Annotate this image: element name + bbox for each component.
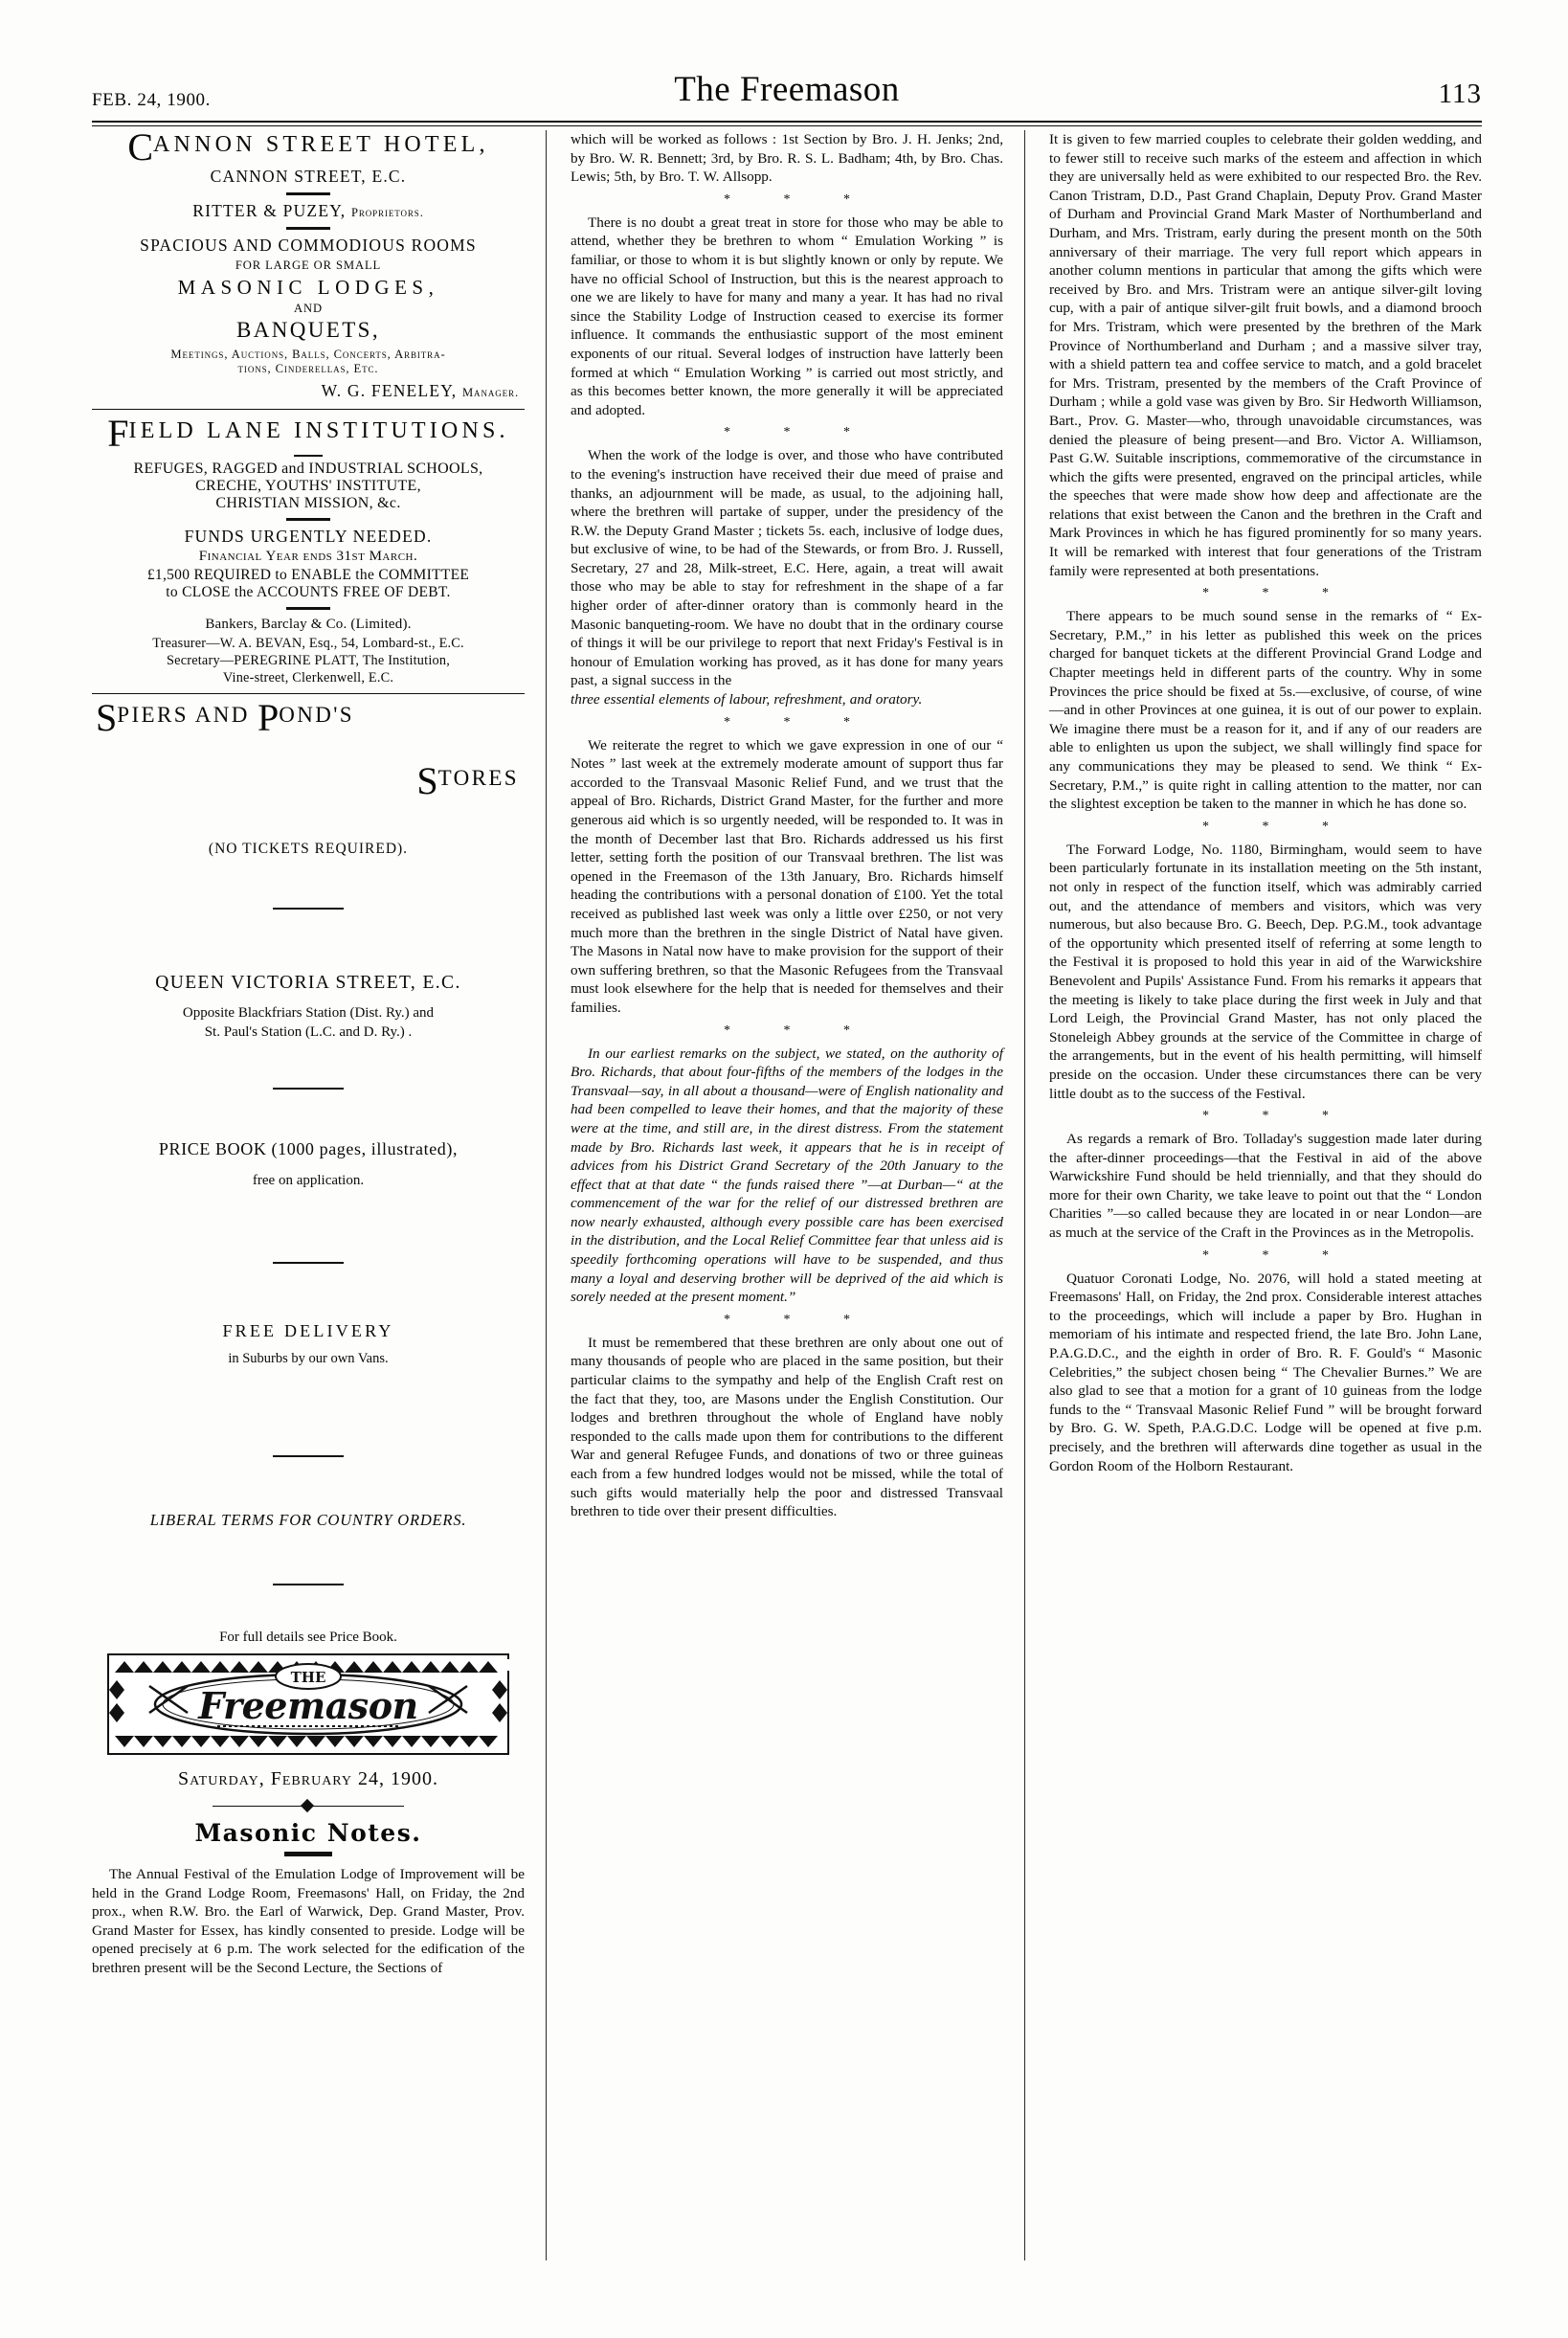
ad-fieldlane-treasurer: Treasurer—W. A. BEVAN, Esq., 54, Lombard-st., E.C.	[152, 636, 464, 651]
ad-spiers-tores: TORES	[437, 766, 519, 790]
star-divider: * * *	[1202, 1109, 1354, 1124]
ad-spiers-liberal-terms: LIBERAL TERMS FOR COUNTRY ORDERS.	[149, 1511, 467, 1529]
logo-the-text: THE	[290, 1669, 326, 1686]
ad-cannon-proprietors-line	[92, 201, 525, 221]
ad-spiers-full-details: For full details see Price Book.	[219, 1630, 397, 1645]
dropcap-c: C	[127, 125, 153, 169]
three-column-layout	[92, 125, 1482, 2294]
ad-spiers-price-book: PRICE BOOK (1000 pages, illustrated),	[158, 1139, 459, 1158]
ad-fieldlane-bankers: Bankers, Barclay & Co. (Limited).	[205, 617, 412, 632]
section-heading-masonic-notes: Masonic Notes.	[194, 1819, 422, 1847]
ornament-rule	[284, 1852, 332, 1856]
ad-fieldlane-desc-3: CHRISTIAN MISSION, &c.	[215, 495, 401, 511]
dropcap-p: P	[257, 696, 280, 739]
star-divider: * * *	[1202, 819, 1354, 834]
ad-fieldlane-secretary-1: Secretary—PEREGRINE PLATT, The Institution,	[167, 653, 450, 668]
ad-separator	[92, 409, 525, 410]
col3-paragraph: It is given to few married couples to celebrate their golden wedding, and to fewer still to receive such marks of the esteem and affection in which they are universally held as were exhibited to our respected Bro. the Rev. Canon Tristram, D.D., Past Grand Chaplain, Deputy Prov. Grand Master of Durham and Provincial Grand Mark Master of Northumberland and Durham, and Mrs. Tristram, early during the present month on the 50th anniversary of their marriage. The very full report which appears in another column mentions in particular that among the gifts which were received by Bro. and Mrs. Tristram were an antique silver-gilt loving cup, with a pair of antique silver-gilt fruit bowls, and a diamond brooch for Mrs. Tristram, which were presented by the brethren of the Mark Province of Northumberland and Durham ; and a massive silver tray, with a shield pattern tea and coffee service to match, and a gold bracelet for Mrs. Tristram, presented by the members of the Craft Province of Durham ; while a gold vase was given by Bro. Sir Hedworth Williamson, Bart., Prov. G. Master—who, through unavoidable circumstances, was denied the pleasure of being present—and Bro. Victor A. Williamson, Past G.W. Suitable inscriptions, commemorative of the circumstance in which the gifts were presented, engraved on the principal articles, while the speeches that were made show how deep and affectionate are the relations that exist between the Canon and the brethren in the Craft and Mark Provinces in which he has figured prominently for so many years. It will be remarked with interest that four generations of the Tristram family were represented at both presentations.	[1049, 131, 1482, 579]
ad-spiers-price-book-sub: free on application.	[252, 1173, 365, 1188]
col2-paragraph-italic: three essential elements of labour, refreshment, and oratory.	[571, 691, 923, 708]
ad-spiers-free-delivery: FREE DELIVERY	[222, 1321, 394, 1340]
ad-spiers-free-delivery-sub: in Suburbs by our own Vans.	[228, 1351, 389, 1366]
ornament-rule	[294, 455, 323, 457]
ad-spiers-near-1: Opposite Blackfriars Station (Dist. Ry.) and	[182, 1005, 435, 1021]
star-divider: * * *	[1202, 1248, 1354, 1263]
ad-spiers-and-ponds-stores	[92, 696, 525, 1646]
ad-cannon-for-size: FOR LARGE OR SMALL	[235, 259, 382, 272]
ad-spiers-title-line2	[92, 759, 525, 802]
column-two-text	[571, 130, 1003, 2294]
col1-paragraph: The Annual Festival of the Emulation Lodge of Improvement will be held in the Grand Lodge Room, Freemasons' Hall, on Friday, the 2nd prox., when R.W. Bro. the Earl of Warwick, Dep. Grand Master, Prov. Grand Master for Essex, has kindly consented to preside. Lodge will be opened precisely at 6 p.m. The work selected for the edification of the brethren present will be the Second Lecture, the Sections of	[92, 1866, 525, 1976]
ornament-rule	[273, 1455, 344, 1457]
star-divider: * * *	[1202, 586, 1354, 601]
star-divider: * * *	[724, 191, 875, 207]
page-masthead	[92, 69, 1482, 123]
ad-spiers-piers: PIERS AND	[117, 703, 258, 727]
ad-cannon-rooms: SPACIOUS AND COMMODIOUS ROOMS	[140, 236, 477, 255]
ad-cannon-manager-role: Manager.	[461, 386, 519, 399]
ad-cannon-proprietors: RITTER & PUZEY,	[192, 201, 351, 220]
ornament-rule	[273, 1584, 344, 1585]
ad-cannon-name: ANNON STREET HOTEL,	[153, 132, 489, 157]
ornament-rule	[286, 607, 330, 610]
dropcap-s-stores: S	[416, 759, 438, 802]
logo-wordmark: Freemason	[198, 1684, 418, 1727]
ad-cannon-manager-line	[92, 381, 525, 401]
col3-paragraph: Quatuor Coronati Lodge, No. 2076, will hold a stated meeting at Freemasons' Hall, on Friday, the 2nd prox. Considerable interest attaches to the proceedings, which will include a paper by Bro. Hughan in memoriam of his intimate and respected friend, the late Bro. John Lane, P.A.G.D.C., and the eighth in order of Bro. R. F. Gould's “ Masonic Celebrities,” the subject chosen being “ The Chevalier Burnes.” We are also glad to see that a motion for a grant of 10 guineas from the lodge funds to the “ Transvaal Masonic Relief Fund ” will be brought forward by Bro. G. W. Speth, P.A.G.D.C. Lodge will be opened at five p.m. precisely, and the brethren will afterwards dine together as usual in the Gordon Room of the Holborn Restaurant.	[1049, 1270, 1482, 1474]
ad-spiers-no-tickets: (NO TICKETS REQUIRED).	[208, 841, 409, 857]
ornamental-masthead-icon	[107, 1653, 509, 1755]
ad-cannon-address: CANNON STREET, E.C.	[210, 167, 407, 186]
column-three-text	[1049, 130, 1482, 2294]
ad-cannon-street-hotel	[92, 125, 525, 410]
ornament-rule	[286, 518, 330, 521]
ad-spiers-near-2: St. Paul's Station (L.C. and D. Ry.) .	[204, 1024, 413, 1040]
column-one-advertisements	[92, 125, 525, 2294]
col3-paragraph: The Forward Lodge, No. 1180, Birmingham, would seem to have been particularly fortunate in its installation meeting on the 5th instant, not only in respect of the function itself, which was admirably carried out, and the attendance of members and visitors, which was very numerous, but also because Bro. G. Beech, Dep. P.G.M., took advantage of the opportunity which presented itself of referring at some length to the Festival it is proposed to hold this year in aid of the Warwickshire Benevolent and Pupils' Assistance Fund. From his remarks it appears that the meeting is likely to take place during the first week in July and that Lord Leigh, the Provincial Grand Master, has not only placed the Stoneleigh Abbey grounds at the service of the Committee in charge of the arrangements, but in the event of his health permitting, will himself preside on the occasion. Under these circumstances there can be very little doubt as to the success of the Festival.	[1049, 841, 1482, 1102]
column-divider-1	[546, 130, 547, 2260]
page-number: 113	[1438, 79, 1482, 109]
ad-fieldlane-funds: FUNDS URGENTLY NEEDED.	[184, 527, 433, 546]
star-divider: * * *	[724, 1312, 875, 1327]
ad-cannon-banquets: BANQUETS,	[235, 318, 381, 342]
col2-paragraph: It must be remembered that these brethren are only about one out of many thousands of people who are placed in the same position, but their particular claims to the sympathy and help of the English Craft rest on the fact that they, too, are Masons under the English Constitution. Our lodges and brethren throughout the whole of England have nobly responded to the calls made upon them for contributions to the different War and general Refugee Funds, and donations of two or three guineas each from a few hundred lodges would not be missed, while the total of such gifts would materially help the poor and distressed Transvaal brethren to tide over their present difficulties.	[571, 1334, 1003, 1520]
issue-date-line: Saturday, February 24, 1900.	[178, 1768, 438, 1789]
star-divider: * * *	[724, 1023, 875, 1038]
column-divider-2	[1024, 130, 1025, 2260]
ornament-rule	[273, 1262, 344, 1264]
freemason-logo-block	[107, 1653, 509, 1755]
ad-fieldlane-financial-year: Financial Year ends 31st March.	[198, 549, 418, 564]
star-divider: * * *	[724, 425, 875, 440]
masthead-date: FEB. 24, 1900.	[92, 90, 211, 110]
ad-fieldlane-secretary-2: Vine-street, Clerkenwell, E.C.	[222, 670, 394, 686]
ad-fieldlane-required-2: to CLOSE the ACCOUNTS FREE OF DEBT.	[166, 584, 451, 600]
ad-fieldlane-desc-1: REFUGES, RAGGED and INDUSTRIAL SCHOOLS,	[133, 461, 483, 477]
ad-fieldlane-name: IELD LANE INSTITUTIONS.	[128, 418, 509, 443]
col3-paragraph: As regards a remark of Bro. Tolladay's suggestion made later during the after-dinner proceedings—that the Festival in aid of the above Warwickshire Fund should be held triennially, and that they should do more for their own Charity, we take leave to point out that the “ London Charities ”—so called because they are located in or near London—are as much at the service of the Craft in the Provinces as in the Metropolis.	[1049, 1131, 1482, 1242]
ad-field-lane-institutions	[92, 412, 525, 694]
ad-cannon-proprietors-role: Proprietors.	[350, 206, 424, 219]
star-divider: * * *	[724, 714, 875, 730]
masthead-divider	[92, 121, 1482, 126]
ad-cannon-events-1: Meetings, Auctions, Balls, Concerts, Arbitra-	[170, 348, 446, 361]
ornament-rule	[286, 192, 330, 195]
ad-cannon-events-2: tions, Cinderellas, Etc.	[237, 362, 379, 375]
ad-spiers-onds: OND'S	[279, 703, 354, 727]
col2-paragraph: We reiterate the regret to which we gave expression in one of our “ Notes ” last week at the extremely moderate amount of support thus far accorded to the Transvaal Masonic Relief Fund, and we trust that the appeal of Bro. Richards, District Grand Master, for the further and more generous aid which is so urgently needed, will be responded to. It was in the month of December last that Bro. Richards addressed us his first letter, setting forth the position of our Transvaal brethren. The list was opened in the Freemason of the 13th January, Bro. Richards himself heading the contributions with a personal donation of £100. Yet the total received as published last week was only a little over £250, or not very much more than the brethren in the single District of Natal have given. The Masons in Natal now have to make provision for the support of their own suffering brethren, so that the Masonic Refugees from the Transvaal must look elsewhere for the help that is needed for themselves and their families.	[571, 736, 1003, 1016]
ornament-rule	[286, 227, 330, 230]
col3-paragraph: There appears to be much sound sense in the remarks of “ Ex-Secretary, P.M.,” in his letter as published this week on the prices charged for banquet tickets at the different Provincial Grand Lodge and Chapter meetings held in different parts of the country. Why in some Provinces the price should be fixed at 5s.—exclusive, of course, of wine—and in other Provinces at one guinea, it is out of our power to explain. We imagine there must be a reason for it, and if any of our readers are able to enlighten us upon the subject, we shall willingly find space for any communications they may be pleased to send. We think “ Ex-Secretary, P.M.,” is quite right in calling attention to the matter, nor can the slightest exception be taken to the manner in which he has done so.	[1049, 608, 1482, 813]
diamond-divider	[213, 1800, 404, 1811]
ad-cannon-and: AND	[294, 302, 323, 315]
ad-separator	[92, 693, 525, 694]
ad-spiers-street: QUEEN VICTORIA STREET, E.C.	[155, 973, 461, 993]
ad-cannon-manager: W. G. FENELEY,	[321, 381, 462, 400]
ornament-rule	[273, 908, 344, 910]
ad-fieldlane-required-1: £1,500 REQUIRED to ENABLE the COMMITTEE	[146, 567, 470, 583]
col2-paragraph: There is no doubt a great treat in store for those who may be able to attend, whether they be brethren to whom “ Emulation Working ” is familiar, or those to whom it is but slightly known or only by repute. We have no official School of Instruction, but this is the nearest approach to one we are likely to have for many and many a year. It has had no rival since the Stability Lodge of Instruction ceased to exercise its former influence. It commands the enthusiastic support of the most eminent exponents of our ritual. Several lodges of instruction have latterly been formed at which “ Emulation Working ” is carried out most strictly, and as this becomes better known, the more generally it will be appreciated and adopted.	[571, 214, 1003, 418]
dropcap-s: S	[96, 696, 118, 739]
col2-paragraph-italic: In our earliest remarks on the subject, we stated, on the authority of Bro. Richards, that about four-fifths of the members of the lodges in the Transvaal—say, in all about a thousand—were of English nationality and had been compelled to leave their homes, and that the majority of these were at the time, and still are, in the direst distress. From the statement made by Bro. Richards last week, it appears that he is in receipt of advices from his District Grand Secretary of the 20th January to the effect that at that date “ the funds raised there ”—at Durban—“ at the commencement of the war for the relief of our distressed brethren are now nearly exhausted, although every possible care has been exercised in the distribution, and the Local Relief Committee fear that unless aid is speedily forthcoming operations will have to be suspended, and thus many a loyal and deserving brother will be deprived of the aid which is sorely needed at the present moment.”	[571, 1045, 1003, 1306]
col2-paragraph: When the work of the lodge is over, and those who have contributed to the evening's instruction have received their due meed of praise and thanks, an adjournment will be made, as usual, to the adjoining hall, where the brethren will partake of supper, under the presidency of the R.W. the Deputy Grand Master ; tickets 5s. each, inclusive of lodge dues, but exclusive of wine, to be had of the Stewards, or from Bro. J. Russell, Secretary, 27 and 28, Milk-street, E.C. Here, again, a treat will await those who may be able to stay for refreshment in the shape of a far higher order of after-dinner oratory than is commonly heard in the Masonic banqueting-room. We have no doubt that in the ordinary course of things it will be our privilege to report that next Friday's Festival is in honour of Emulation working has proved, as it has done for many years past, a signal success in the	[571, 447, 1003, 689]
ad-fieldlane-desc-2: CRECHE, YOUTHS' INSTITUTE,	[195, 478, 421, 494]
ornament-rule	[273, 1088, 344, 1090]
ad-title-fieldlane	[92, 412, 525, 455]
ad-title-cannon	[92, 125, 525, 169]
ad-spiers-title-line1	[92, 696, 525, 739]
col2-paragraph: which will be worked as follows : 1st Section by Bro. J. H. Jenks; 2nd, by Bro. W. R. Bennett; 3rd, by Bro. R. S. L. Badham; 4th, by Bro. Chas. Lewis; 5th, by Bro. T. W. Allsopp.	[571, 131, 1003, 186]
publication-title: The Freemason	[674, 70, 900, 109]
dropcap-f: F	[107, 412, 129, 455]
ad-cannon-lodges: MASONIC LODGES,	[177, 276, 439, 299]
